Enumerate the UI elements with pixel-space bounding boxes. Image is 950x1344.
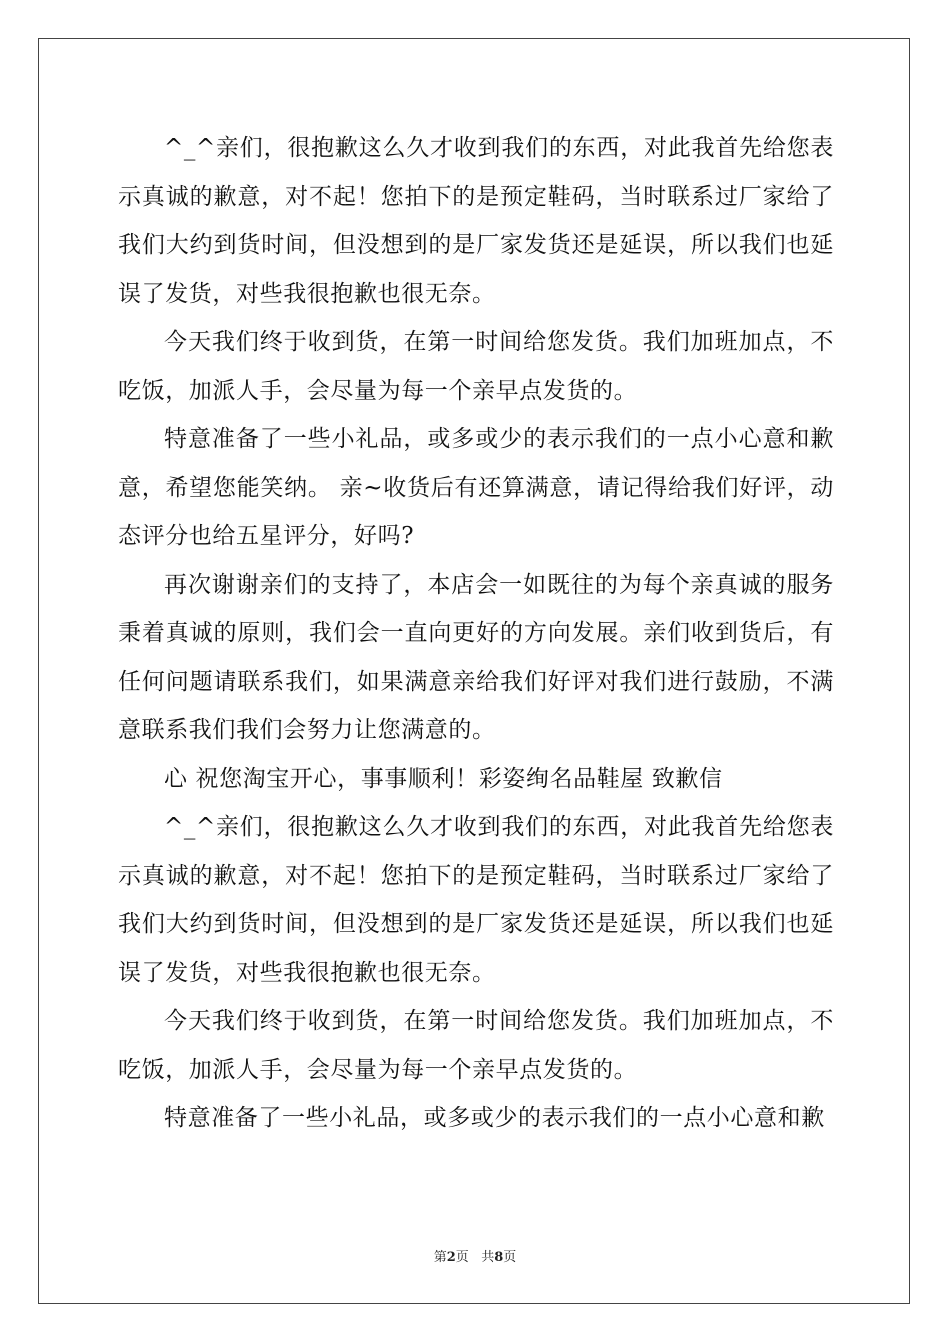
paragraph-shipping-update: 今天我们终于收到货，在第一时间给您发货。我们加班加点，不吃饭，加派人手，会尽量为每一个亲早点发货的。	[118, 329, 834, 404]
footer-total-pages: 8	[494, 1250, 504, 1265]
paragraph-gift-note: 特意准备了一些小礼品，或多或少的表示我们的一点小心意和歉意，希望您能笑纳。 亲~收货后有还算满意，请记得给我们好评，动态评分也给五星评分，好吗?	[118, 426, 834, 549]
footer-total-suffix: 页	[503, 1250, 517, 1265]
footer-page-number: 2	[446, 1250, 456, 1265]
document-body	[118, 124, 834, 1143]
paragraph-shipping-update-repeat: 今天我们终于收到货，在第一时间给您发货。我们加班加点，不吃饭，加派人手，会尽量为每一个亲早点发货的。	[118, 1008, 834, 1083]
paragraph-closing: 心 祝您淘宝开心，事事顺利！彩姿绚名品鞋屋 致歉信	[164, 765, 723, 792]
footer-total-prefix: 共	[481, 1250, 495, 1265]
paragraph-apology-intro-repeat: ^_^亲们，很抱歉这么久才收到我们的东西，对此我首先给您表示真诚的歉意，对不起！您拍下的是预定鞋码，当时联系过厂家给了我们大约到货时间，但没想到的是厂家发货还是延误，所以我们也延误了发货，对些我很抱歉也很无奈。	[118, 814, 834, 986]
footer-page-prefix: 第	[433, 1250, 447, 1265]
page-footer	[0, 1246, 950, 1265]
footer-page-suffix: 页	[455, 1250, 469, 1265]
paragraph-gift-note-partial: 特意准备了一些小礼品，或多或少的表示我们的一点小心意和歉	[164, 1105, 825, 1131]
paragraph-apology-intro: ^_^亲们，很抱歉这么久才收到我们的东西，对此我首先给您表示真诚的歉意，对不起！您拍下的是预定鞋码，当时联系过厂家给了我们大约到货时间，但没想到的是厂家发货还是延误，所以我们也延误了发货，对些我很抱歉也很无奈。	[118, 135, 834, 307]
paragraph-thanks: 再次谢谢亲们的支持了，本店会一如既往的为每个亲真诚的服务秉着真诚的原则，我们会一直向更好的方向发展。亲们收到货后，有任何问题请联系我们，如果满意亲给我们好评对我们进行鼓励，不满意联系我们我们会努力让您满意的。	[118, 571, 834, 743]
